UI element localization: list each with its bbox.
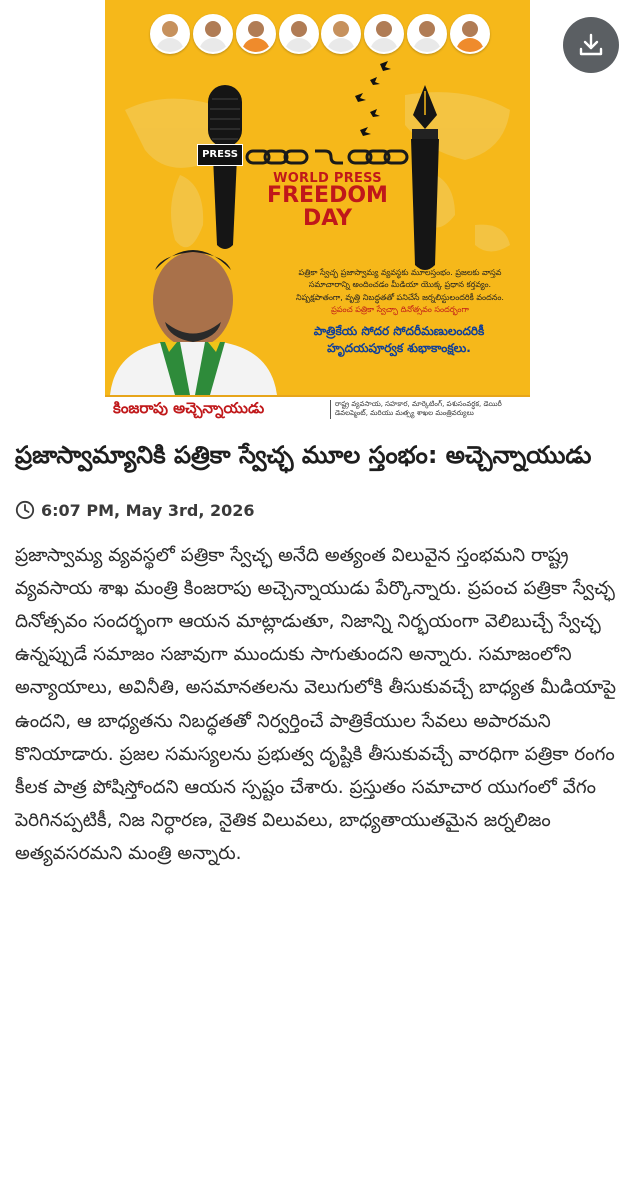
article xyxy=(15,437,622,870)
signature-title: రాష్ట్ర వ్యవసాయ, సహకార, మార్కెటింగ్, పశుసంవర్ధక, డెయిరీ డెవలప్మెంట్, మరియు మత్స్య శాఖల మంత్రివర్యులు xyxy=(330,400,530,419)
poster-greeting-line: పాత్రికేయ సోదర సోదరీమణులందరికీ xyxy=(313,324,485,338)
leader-photo xyxy=(236,14,276,54)
leader-photo xyxy=(193,14,233,54)
article-body: ప్రజాస్వామ్య వ్యవస్థలో పత్రికా స్వేచ్ఛ అనేది అత్యంత విలువైన స్తంభమని రాష్ట్ర వ్యవసాయ శాఖ మంత్రి కింజరాపు అచ్చెన్నాయుడు పేర్కొన్నారు. ప్రపంచ పత్రికా స్వేచ్ఛ దినోత్సవం సందర్భంగా ఆయన మాట్లాడుతూ, నిజాన్ని నిర్భయంగా వెలిబుచ్చే స్వేచ్ఛ ఉన్నప్పుడే సమాజం సజావుగా ముందుకు సాగుతుందని అన్నారు. సమాజంలోని అన్యాయాలు, అవినీతి, అసమానతలను వెలుగులోకి తీసుకువచ్చే బాధ్యత మీడియాపై ఉందని, ఆ బాధ్యతను నిబద్ధతతో నిర్వర్తించే పాత్రికేయుల సేవలు అపారమని కొనియాడారు. ప్రజల సమస్యలను ప్రభుత్వ దృష్టికి తీసుకువచ్చే వారధిగా పత్రికా రంగం కీలక పాత్ర పోషిస్తోందని ఆయన స్పష్టం చేశారు. ప్రస్తుతం సమాచార యుగంలో వేగం పెరిగినప్పటికీ, నిజ నిర్ధారణ, నైతిక విలువలు, బాధ్యతాయుతమైన జర్నలిజం అత్యవసరమని మంత్రి అన్నారు. xyxy=(15,545,617,864)
poster-greeting-line: హృదయపూర్వక శుభాకాంక్షలు. xyxy=(327,341,471,356)
leader-photo xyxy=(450,14,490,54)
poster-message-line: సమాచారాన్ని అందించడం మీడియా యొక్క ప్రధాన కర్తవ్యం. xyxy=(308,280,492,290)
hero-image-area xyxy=(0,0,637,430)
article-title: ప్రజాస్వామ్యానికి పత్రికా స్వేచ్ఛ మూల స్తంభం: అచ్చెన్నాయుడు xyxy=(15,441,592,469)
leader-photo xyxy=(407,14,447,54)
fountain-pen-illustration xyxy=(405,85,445,275)
broken-chain-illustration xyxy=(245,147,415,167)
poster-headline-line: WORLD PRESS xyxy=(273,171,382,186)
press-label: PRESS xyxy=(197,144,243,166)
signature-name: కింజరాపు అచ్చెన్నాయుడు xyxy=(113,399,265,417)
politician-portrait xyxy=(105,230,280,395)
article-datetime: 6:07 PM, May 3rd, 2026 xyxy=(41,500,255,520)
poster-headline xyxy=(255,172,400,230)
leader-photo xyxy=(364,14,404,54)
poster-message-line: నిష్పక్షపాతంగా, వృత్తి నిబద్ధతతో పనిచేసే జర్నలిస్టులందరికీ వందనం. xyxy=(296,292,504,302)
poster-signature-bar xyxy=(105,395,530,425)
download-icon xyxy=(577,31,605,59)
poster-headline-line: DAY xyxy=(302,205,353,231)
clock-icon xyxy=(15,500,35,520)
birds-illustration xyxy=(340,60,410,145)
poster-message-line: పత్రికా స్వేచ్ఛ ప్రజాస్వామ్య వ్యవస్థకు మూలస్తంభం. ప్రజలకు వాస్తవ xyxy=(298,268,502,277)
press-freedom-poster[interactable] xyxy=(105,0,530,425)
poster-message xyxy=(275,267,525,317)
article-meta xyxy=(15,499,622,521)
poster-headline-line: FREEDOM xyxy=(267,183,388,209)
leader-photo xyxy=(321,14,361,54)
poster-greeting xyxy=(273,323,525,358)
leader-photo xyxy=(279,14,319,54)
poster-message-line: ప్రపంచ పత్రికా స్వేచ్ఛా దినోత్సవం సందర్భంగా xyxy=(331,305,469,315)
leader-photo xyxy=(150,14,190,54)
download-button[interactable] xyxy=(563,17,619,73)
leaders-photo-row xyxy=(150,8,490,56)
